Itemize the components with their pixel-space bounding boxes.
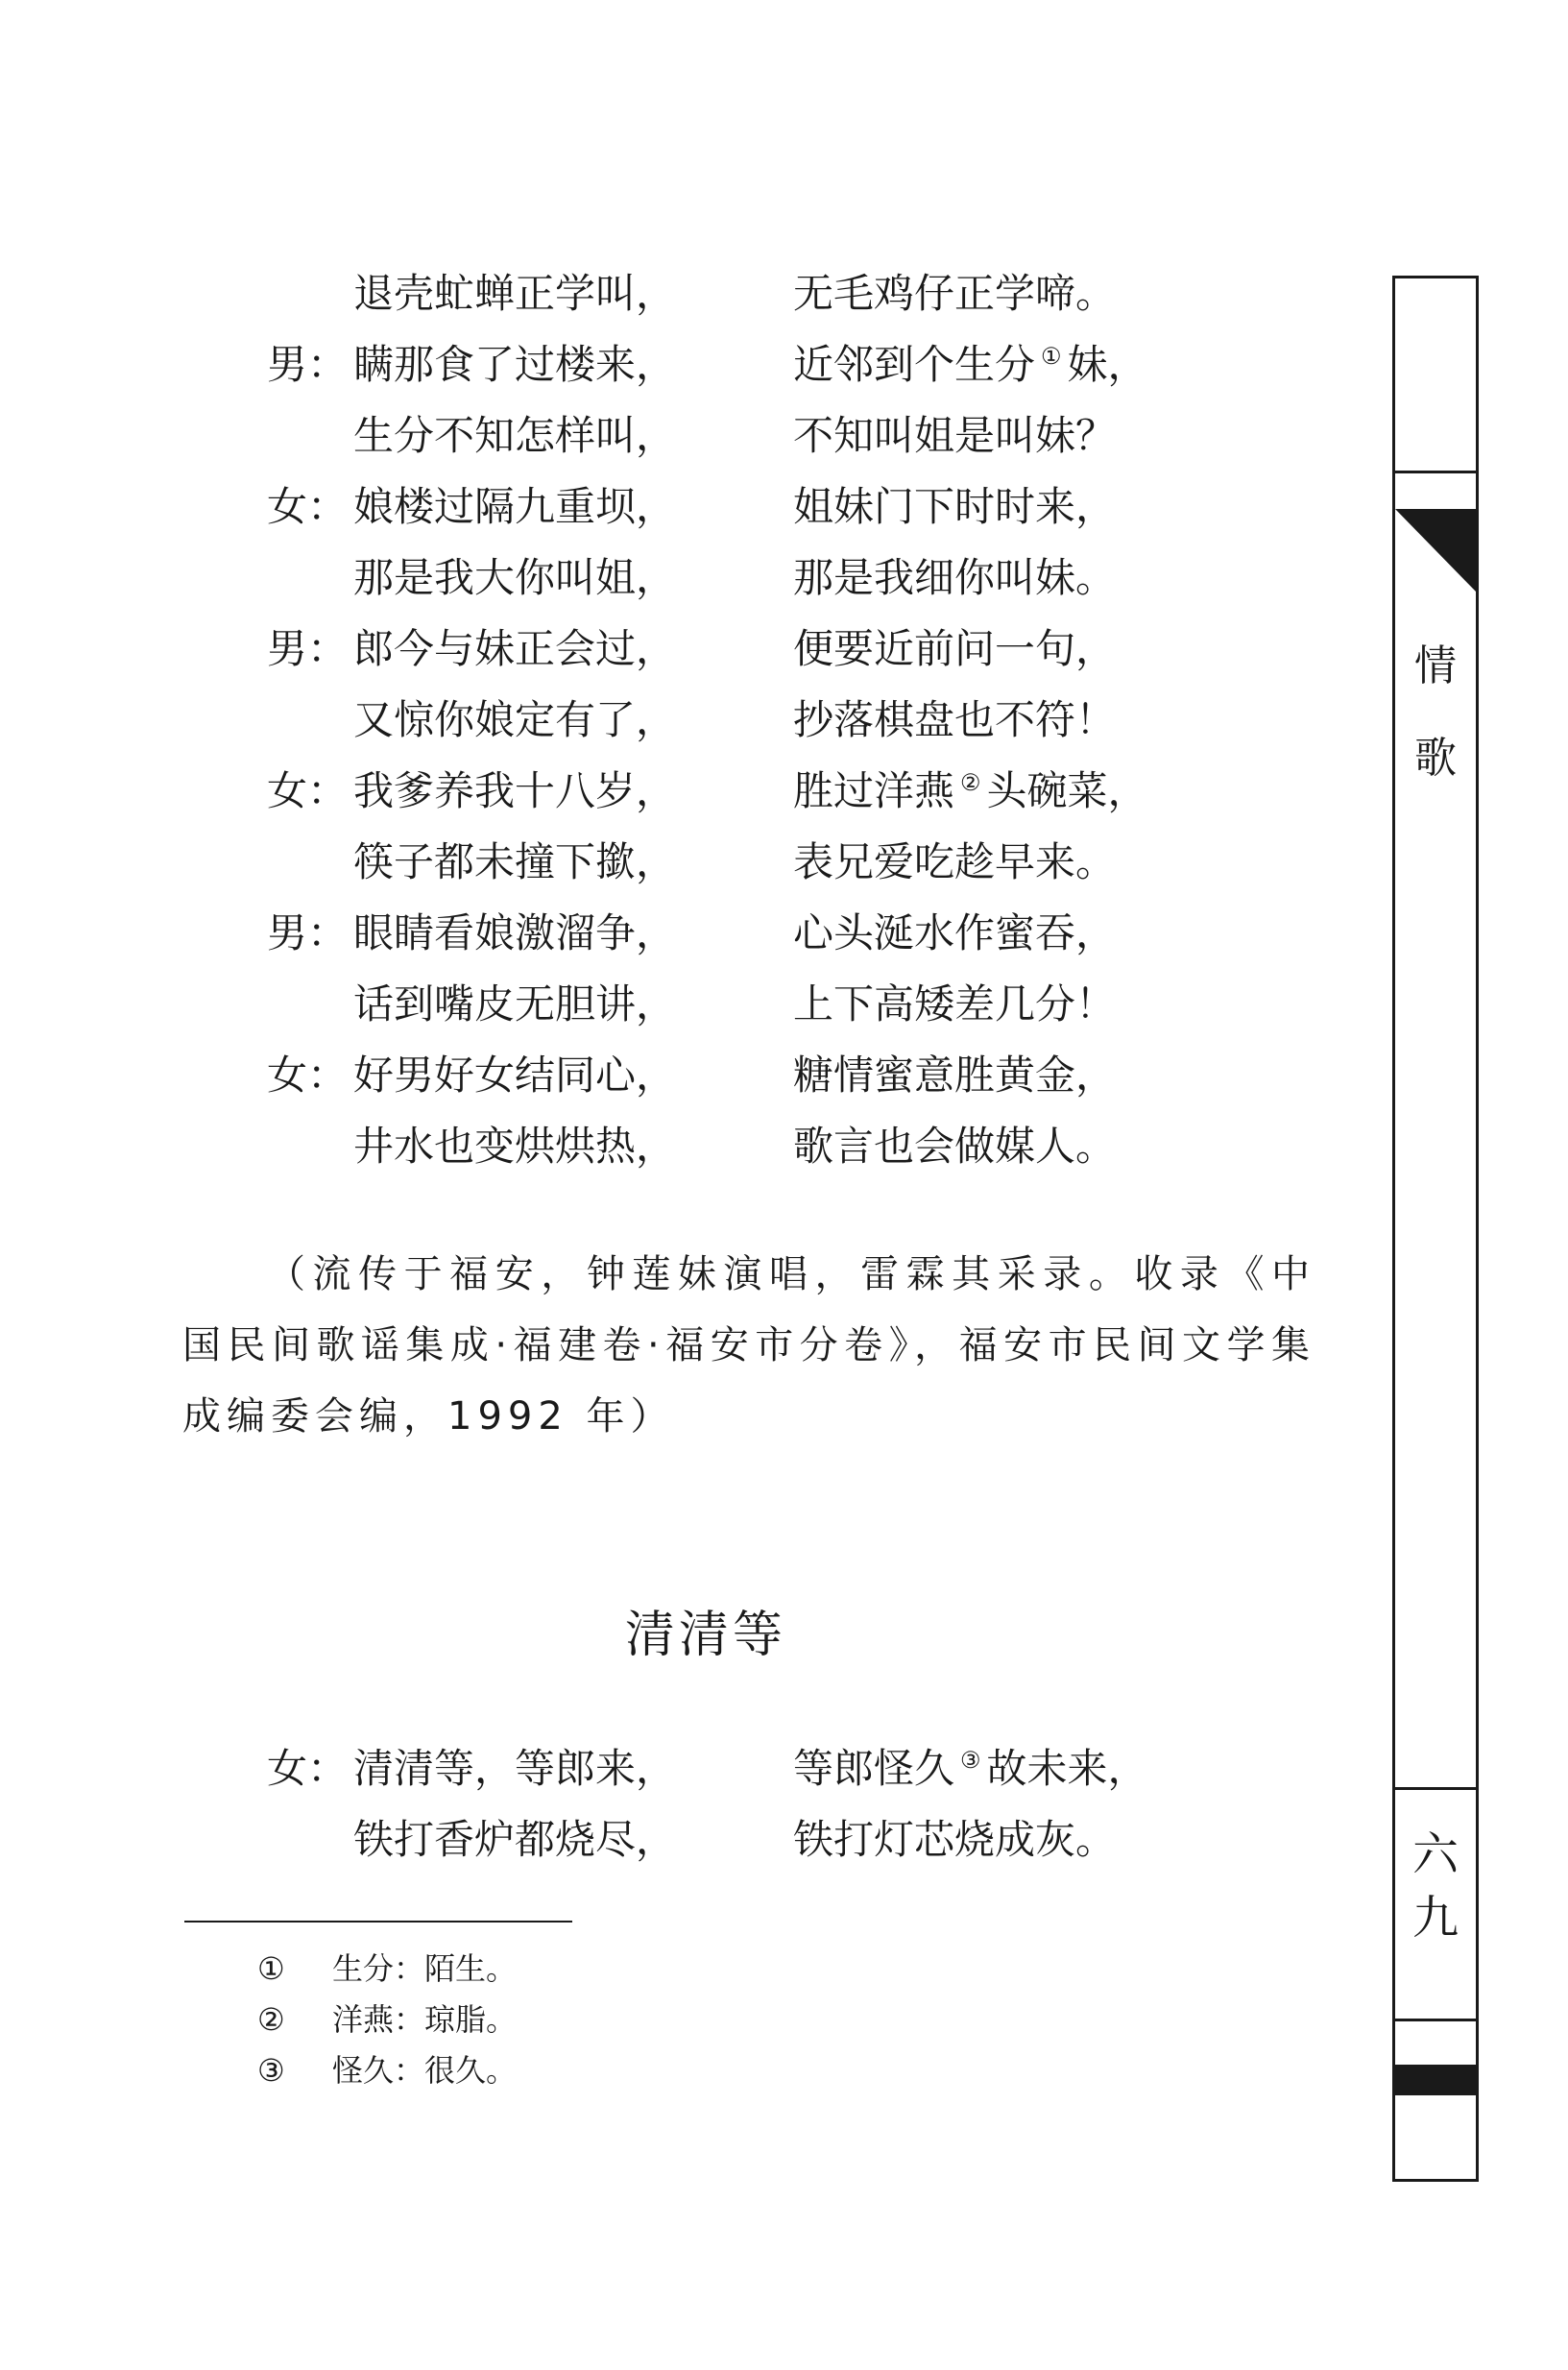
verse-row	[0, 1047, 1248, 1104]
tab-bar	[1395, 2065, 1476, 2095]
verse-line-right: 近邻到个生分 ① 妹，	[793, 341, 1148, 388]
corner-triangle	[1395, 509, 1476, 592]
source-note: （流传于福安，钟莲妹演唱，雷霖其采录。收录《中国民间歌谣集成·福建卷·福安市分卷》，福安市民间文学集成编委会编，1992 年）	[182, 1252, 1315, 1439]
footnote	[257, 1945, 929, 1993]
verse-line-left: 生分不知怎样叫，	[353, 412, 677, 459]
verse-line-left: 退壳虻蝉正学叫，	[353, 270, 677, 317]
section-title: 清清等	[624, 1607, 786, 1664]
page-number: 六	[1411, 1827, 1459, 1881]
category-char: 情	[1414, 641, 1457, 690]
verse-line-left: 好男好女结同心，	[353, 1052, 677, 1099]
footnote	[257, 1995, 929, 2044]
verse-row	[0, 762, 1248, 820]
tab-divider	[1395, 1787, 1476, 1790]
verse-row	[0, 1740, 1248, 1798]
verse-line-left: 我爹养我十八岁，	[353, 767, 677, 814]
verse-row	[0, 478, 1248, 536]
speaker-label: 女：	[267, 767, 349, 814]
verse-line-right: 无毛鸡仔正学啼。	[793, 270, 1117, 317]
verse-line-left: 娘楼过隔九重坝，	[353, 483, 677, 530]
footnote-mark: ②	[257, 2001, 285, 2038]
verse-line-right: 胜过洋燕 ② 头碗菜，	[793, 767, 1148, 814]
speaker-label: 男：	[267, 909, 349, 956]
speaker-label: 男：	[267, 625, 349, 672]
verse-row	[0, 1118, 1248, 1175]
footnote-ref: ②	[960, 769, 981, 796]
verse-line-right: 上下高矮差几分！	[793, 980, 1117, 1028]
footnote-mark: ③	[257, 2052, 285, 2089]
side-tab	[1392, 276, 1479, 2182]
verse-line-left: 清清等，等郎来，	[353, 1745, 677, 1792]
speaker-label: 女：	[267, 1745, 349, 1792]
verse-line-right: 糖情蜜意胜黄金，	[793, 1052, 1117, 1099]
page-number: 九	[1411, 1891, 1459, 1945]
tab-divider	[1395, 2019, 1476, 2021]
verse-row	[0, 834, 1248, 891]
tab-divider	[1395, 471, 1476, 473]
verse-row	[0, 691, 1248, 749]
verse-row	[0, 905, 1248, 962]
verse-line-left: 又惊你娘定有了，	[353, 696, 677, 743]
footnote-text: 洋燕：琼脂。	[332, 2001, 518, 2038]
footnote-ref: ③	[960, 1747, 981, 1774]
verse-line-left: 眼睛看娘激溜争，	[353, 909, 677, 956]
verse-line-right: 抄落棋盘也不符！	[793, 696, 1117, 743]
category-char: 歌	[1414, 734, 1457, 783]
verse-row	[0, 336, 1248, 394]
speaker-label: 男：	[267, 341, 349, 388]
verse-line-left: 那是我大你叫姐，	[353, 554, 677, 601]
verse-row	[0, 976, 1248, 1033]
verse-row	[0, 407, 1248, 465]
verse-line-right: 表兄爱吃趁早来。	[793, 838, 1117, 885]
footnote-divider	[184, 1921, 572, 1923]
footnote-text: 生分：陌生。	[332, 1950, 518, 1987]
verse-line-left: 郎今与妹正会过，	[353, 625, 677, 672]
verse-row	[0, 265, 1248, 323]
verse-row	[0, 620, 1248, 678]
speaker-label: 女：	[267, 1052, 349, 1099]
verse-line-right: 不知叫姐是叫妹？	[793, 412, 1117, 459]
verse-line-right: 歌言也会做媒人。	[793, 1123, 1117, 1170]
footnote-text: 怪久：很久。	[332, 2052, 518, 2089]
verse-line-right: 铁打灯芯烧成灰。	[793, 1816, 1117, 1863]
verse-row	[0, 549, 1248, 607]
verse-line-right: 心头涎水作蜜吞，	[793, 909, 1117, 956]
verse-row	[0, 1811, 1248, 1869]
verse-line-right: 便要近前问一句，	[793, 625, 1117, 672]
verse-line-left: 话到嘴皮无胆讲，	[353, 980, 677, 1028]
speaker-label: 女：	[267, 483, 349, 530]
verse-line-left: 铁打香炉都烧尽，	[353, 1816, 677, 1863]
footnote-mark: ①	[257, 1950, 285, 1987]
verse-line-left: 井水也变烘烘热，	[353, 1123, 677, 1170]
verse-line-right: 那是我细你叫妹。	[793, 554, 1117, 601]
footnote	[257, 2046, 929, 2094]
verse-line-left: 瞒那食了过楼来，	[353, 341, 677, 388]
verse-line-right: 姐妹门下时时来，	[793, 483, 1117, 530]
verse-line-left: 筷子都未撞下撳，	[353, 838, 677, 885]
footnote-ref: ①	[1041, 343, 1062, 370]
verse-line-right: 等郎怪久 ③ 故未来，	[793, 1745, 1148, 1792]
